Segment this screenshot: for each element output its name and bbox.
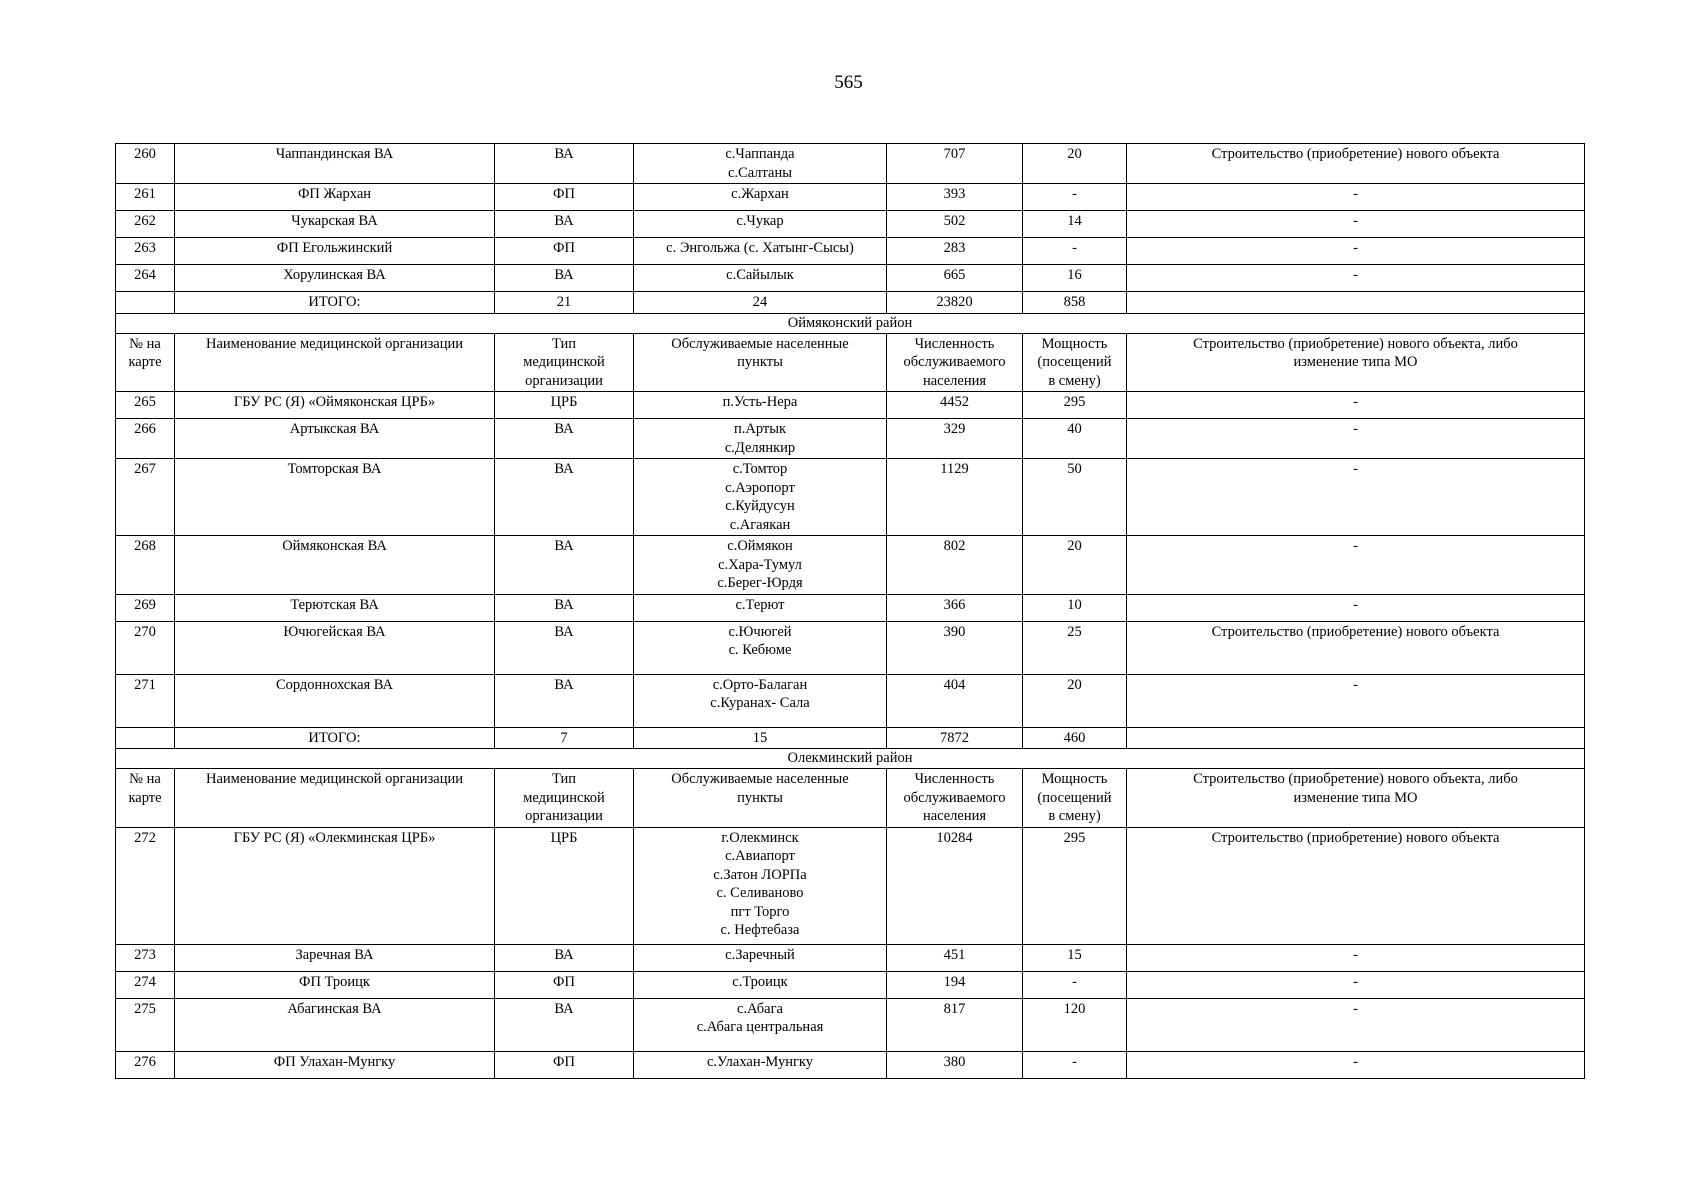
construction-plan-cell: - xyxy=(1127,944,1585,971)
header-cell: Тип медицинской организации xyxy=(495,333,634,392)
population-cell: 802 xyxy=(887,536,1023,595)
header-cell: Мощность (посещений в смену) xyxy=(1023,333,1127,392)
table-row xyxy=(116,1051,1585,1078)
organization-type-cell: ВА xyxy=(495,674,634,727)
settlements-cell: с.Абага с.Абага центральная xyxy=(634,998,887,1051)
table-row xyxy=(116,827,1585,944)
header-cell: Наименование медицинской организации xyxy=(175,333,495,392)
table-row xyxy=(116,144,1585,184)
construction-plan-cell: Строительство (приобретение) нового объекта xyxy=(1127,827,1585,944)
capacity-cell: 10 xyxy=(1023,594,1127,621)
organization-name-cell: Чаппандинская ВА xyxy=(175,144,495,184)
settlements-cell: п.Усть-Нера xyxy=(634,392,887,419)
construction-plan-cell: - xyxy=(1127,971,1585,998)
organization-name-cell: ИТОГО: xyxy=(175,292,495,314)
table-body xyxy=(116,144,1585,1079)
district-title: Оймяконский район xyxy=(116,313,1585,333)
header-cell: Строительство (приобретение) нового объекта, либо изменение типа МО xyxy=(1127,333,1585,392)
map-number-cell xyxy=(116,727,175,749)
construction-plan-cell: - xyxy=(1127,419,1585,459)
construction-plan-cell: - xyxy=(1127,392,1585,419)
capacity-cell: 40 xyxy=(1023,419,1127,459)
construction-plan-cell: - xyxy=(1127,1051,1585,1078)
organization-name-cell: Заречная ВА xyxy=(175,944,495,971)
settlements-cell: с.Томтор с.Аэропорт с.Куйдусун с.Агаякан xyxy=(634,459,887,536)
capacity-cell: 14 xyxy=(1023,211,1127,238)
population-cell: 283 xyxy=(887,238,1023,265)
facilities-table xyxy=(115,143,1585,1079)
map-number-cell: 272 xyxy=(116,827,175,944)
table-row xyxy=(116,184,1585,211)
organization-type-cell: ЦРБ xyxy=(495,827,634,944)
district-title: Олекминский район xyxy=(116,749,1585,769)
population-cell: 23820 xyxy=(887,292,1023,314)
capacity-cell: 25 xyxy=(1023,621,1127,674)
construction-plan-cell: - xyxy=(1127,536,1585,595)
map-number-cell: 274 xyxy=(116,971,175,998)
organization-type-cell: ЦРБ xyxy=(495,392,634,419)
population-cell: 817 xyxy=(887,998,1023,1051)
construction-plan-cell: - xyxy=(1127,998,1585,1051)
capacity-cell: - xyxy=(1023,238,1127,265)
population-cell: 329 xyxy=(887,419,1023,459)
settlements-cell: с. Энгольжа (с. Хатынг-Сысы) xyxy=(634,238,887,265)
organization-type-cell: ВА xyxy=(495,536,634,595)
settlements-cell: 24 xyxy=(634,292,887,314)
construction-plan-cell: - xyxy=(1127,184,1585,211)
total-row xyxy=(116,292,1585,314)
district-row xyxy=(116,749,1585,769)
capacity-cell: - xyxy=(1023,971,1127,998)
map-number-cell: 268 xyxy=(116,536,175,595)
map-number-cell: 271 xyxy=(116,674,175,727)
table-row xyxy=(116,392,1585,419)
district-row xyxy=(116,313,1585,333)
organization-type-cell: ВА xyxy=(495,144,634,184)
total-row xyxy=(116,727,1585,749)
organization-type-cell: ФП xyxy=(495,238,634,265)
population-cell: 380 xyxy=(887,1051,1023,1078)
capacity-cell: 15 xyxy=(1023,944,1127,971)
table-row xyxy=(116,265,1585,292)
organization-type-cell: 21 xyxy=(495,292,634,314)
construction-plan-cell: Строительство (приобретение) нового объекта xyxy=(1127,144,1585,184)
organization-type-cell: ВА xyxy=(495,265,634,292)
map-number-cell: 262 xyxy=(116,211,175,238)
map-number-cell xyxy=(116,292,175,314)
construction-plan-cell: - xyxy=(1127,594,1585,621)
organization-type-cell: ВА xyxy=(495,211,634,238)
organization-name-cell: Хорулинская ВА xyxy=(175,265,495,292)
organization-name-cell: ИТОГО: xyxy=(175,727,495,749)
organization-name-cell: Чукарская ВА xyxy=(175,211,495,238)
population-cell: 7872 xyxy=(887,727,1023,749)
construction-plan-cell xyxy=(1127,727,1585,749)
capacity-cell: 20 xyxy=(1023,144,1127,184)
population-cell: 194 xyxy=(887,971,1023,998)
table-row xyxy=(116,621,1585,674)
construction-plan-cell: - xyxy=(1127,674,1585,727)
organization-name-cell: Абагинская ВА xyxy=(175,998,495,1051)
organization-type-cell: ФП xyxy=(495,184,634,211)
population-cell: 451 xyxy=(887,944,1023,971)
organization-type-cell: 7 xyxy=(495,727,634,749)
map-number-cell: 264 xyxy=(116,265,175,292)
construction-plan-cell: - xyxy=(1127,265,1585,292)
organization-name-cell: Сордоннохская ВА xyxy=(175,674,495,727)
organization-name-cell: Томторская ВА xyxy=(175,459,495,536)
construction-plan-cell xyxy=(1127,292,1585,314)
settlements-cell: с.Заречный xyxy=(634,944,887,971)
capacity-cell: 50 xyxy=(1023,459,1127,536)
header-cell: Наименование медицинской организации xyxy=(175,769,495,828)
map-number-cell: 270 xyxy=(116,621,175,674)
organization-type-cell: ВА xyxy=(495,419,634,459)
table-row xyxy=(116,536,1585,595)
map-number-cell: 276 xyxy=(116,1051,175,1078)
table-row xyxy=(116,674,1585,727)
capacity-cell: - xyxy=(1023,1051,1127,1078)
capacity-cell: 120 xyxy=(1023,998,1127,1051)
organization-type-cell: ФП xyxy=(495,971,634,998)
organization-name-cell: Ючюгейская ВА xyxy=(175,621,495,674)
construction-plan-cell: - xyxy=(1127,238,1585,265)
organization-type-cell: ВА xyxy=(495,998,634,1051)
settlements-cell: с.Чаппанда с.Салтаны xyxy=(634,144,887,184)
table-row xyxy=(116,211,1585,238)
map-number-cell: 273 xyxy=(116,944,175,971)
map-number-cell: 267 xyxy=(116,459,175,536)
settlements-cell: с.Ючюгей с. Кебюме xyxy=(634,621,887,674)
map-number-cell: 275 xyxy=(116,998,175,1051)
organization-name-cell: ФП Жархан xyxy=(175,184,495,211)
table-row xyxy=(116,238,1585,265)
settlements-cell: г.Олекминск с.Авиапорт с.Затон ЛОРПа с. Селиваново пгт Торго с. Нефтебаза xyxy=(634,827,887,944)
population-cell: 665 xyxy=(887,265,1023,292)
organization-type-cell: ВА xyxy=(495,944,634,971)
construction-plan-cell: Строительство (приобретение) нового объекта xyxy=(1127,621,1585,674)
settlements-cell: с.Терют xyxy=(634,594,887,621)
header-cell: Мощность (посещений в смену) xyxy=(1023,769,1127,828)
header-row xyxy=(116,769,1585,828)
organization-name-cell: ГБУ РС (Я) «Олекминская ЦРБ» xyxy=(175,827,495,944)
settlements-cell: с.Жархан xyxy=(634,184,887,211)
capacity-cell: 295 xyxy=(1023,827,1127,944)
table-row xyxy=(116,998,1585,1051)
table-row xyxy=(116,971,1585,998)
capacity-cell: 295 xyxy=(1023,392,1127,419)
population-cell: 10284 xyxy=(887,827,1023,944)
settlements-cell: с.Чукар xyxy=(634,211,887,238)
population-cell: 4452 xyxy=(887,392,1023,419)
table-row xyxy=(116,944,1585,971)
organization-name-cell: Оймяконская ВА xyxy=(175,536,495,595)
map-number-cell: 266 xyxy=(116,419,175,459)
settlements-cell: п.Артык с.Делянкир xyxy=(634,419,887,459)
population-cell: 1129 xyxy=(887,459,1023,536)
header-cell: Строительство (приобретение) нового объекта, либо изменение типа МО xyxy=(1127,769,1585,828)
page-number: 565 xyxy=(834,72,863,93)
header-cell: Численность обслуживаемого населения xyxy=(887,769,1023,828)
organization-type-cell: ВА xyxy=(495,594,634,621)
population-cell: 404 xyxy=(887,674,1023,727)
table-row xyxy=(116,594,1585,621)
organization-name-cell: Артыкская ВА xyxy=(175,419,495,459)
organization-name-cell: ФП Улахан-Мунгку xyxy=(175,1051,495,1078)
header-cell: № на карте xyxy=(116,333,175,392)
header-cell: Тип медицинской организации xyxy=(495,769,634,828)
capacity-cell: 16 xyxy=(1023,265,1127,292)
capacity-cell: 20 xyxy=(1023,674,1127,727)
population-cell: 390 xyxy=(887,621,1023,674)
capacity-cell: - xyxy=(1023,184,1127,211)
settlements-cell: с.Орто-Балаган с.Куранах- Сала xyxy=(634,674,887,727)
capacity-cell: 858 xyxy=(1023,292,1127,314)
settlements-cell: 15 xyxy=(634,727,887,749)
capacity-cell: 20 xyxy=(1023,536,1127,595)
header-cell: Обслуживаемые населенные пункты xyxy=(634,769,887,828)
organization-type-cell: ВА xyxy=(495,459,634,536)
header-row xyxy=(116,333,1585,392)
organization-type-cell: ВА xyxy=(495,621,634,674)
header-cell: Численность обслуживаемого населения xyxy=(887,333,1023,392)
header-cell: № на карте xyxy=(116,769,175,828)
population-cell: 707 xyxy=(887,144,1023,184)
population-cell: 393 xyxy=(887,184,1023,211)
organization-name-cell: ФП Егольжинский xyxy=(175,238,495,265)
table-row xyxy=(116,419,1585,459)
organization-name-cell: ФП Троицк xyxy=(175,971,495,998)
map-number-cell: 261 xyxy=(116,184,175,211)
settlements-cell: с.Оймякон с.Хара-Тумул с.Берег-Юрдя xyxy=(634,536,887,595)
header-cell: Обслуживаемые населенные пункты xyxy=(634,333,887,392)
construction-plan-cell: - xyxy=(1127,459,1585,536)
settlements-cell: с.Троицк xyxy=(634,971,887,998)
settlements-cell: с.Улахан-Мунгку xyxy=(634,1051,887,1078)
organization-name-cell: Терютская ВА xyxy=(175,594,495,621)
map-number-cell: 269 xyxy=(116,594,175,621)
organization-name-cell: ГБУ РС (Я) «Оймяконская ЦРБ» xyxy=(175,392,495,419)
table-row xyxy=(116,459,1585,536)
organization-type-cell: ФП xyxy=(495,1051,634,1078)
population-cell: 502 xyxy=(887,211,1023,238)
construction-plan-cell: - xyxy=(1127,211,1585,238)
capacity-cell: 460 xyxy=(1023,727,1127,749)
settlements-cell: с.Сайылык xyxy=(634,265,887,292)
map-number-cell: 260 xyxy=(116,144,175,184)
map-number-cell: 263 xyxy=(116,238,175,265)
map-number-cell: 265 xyxy=(116,392,175,419)
population-cell: 366 xyxy=(887,594,1023,621)
